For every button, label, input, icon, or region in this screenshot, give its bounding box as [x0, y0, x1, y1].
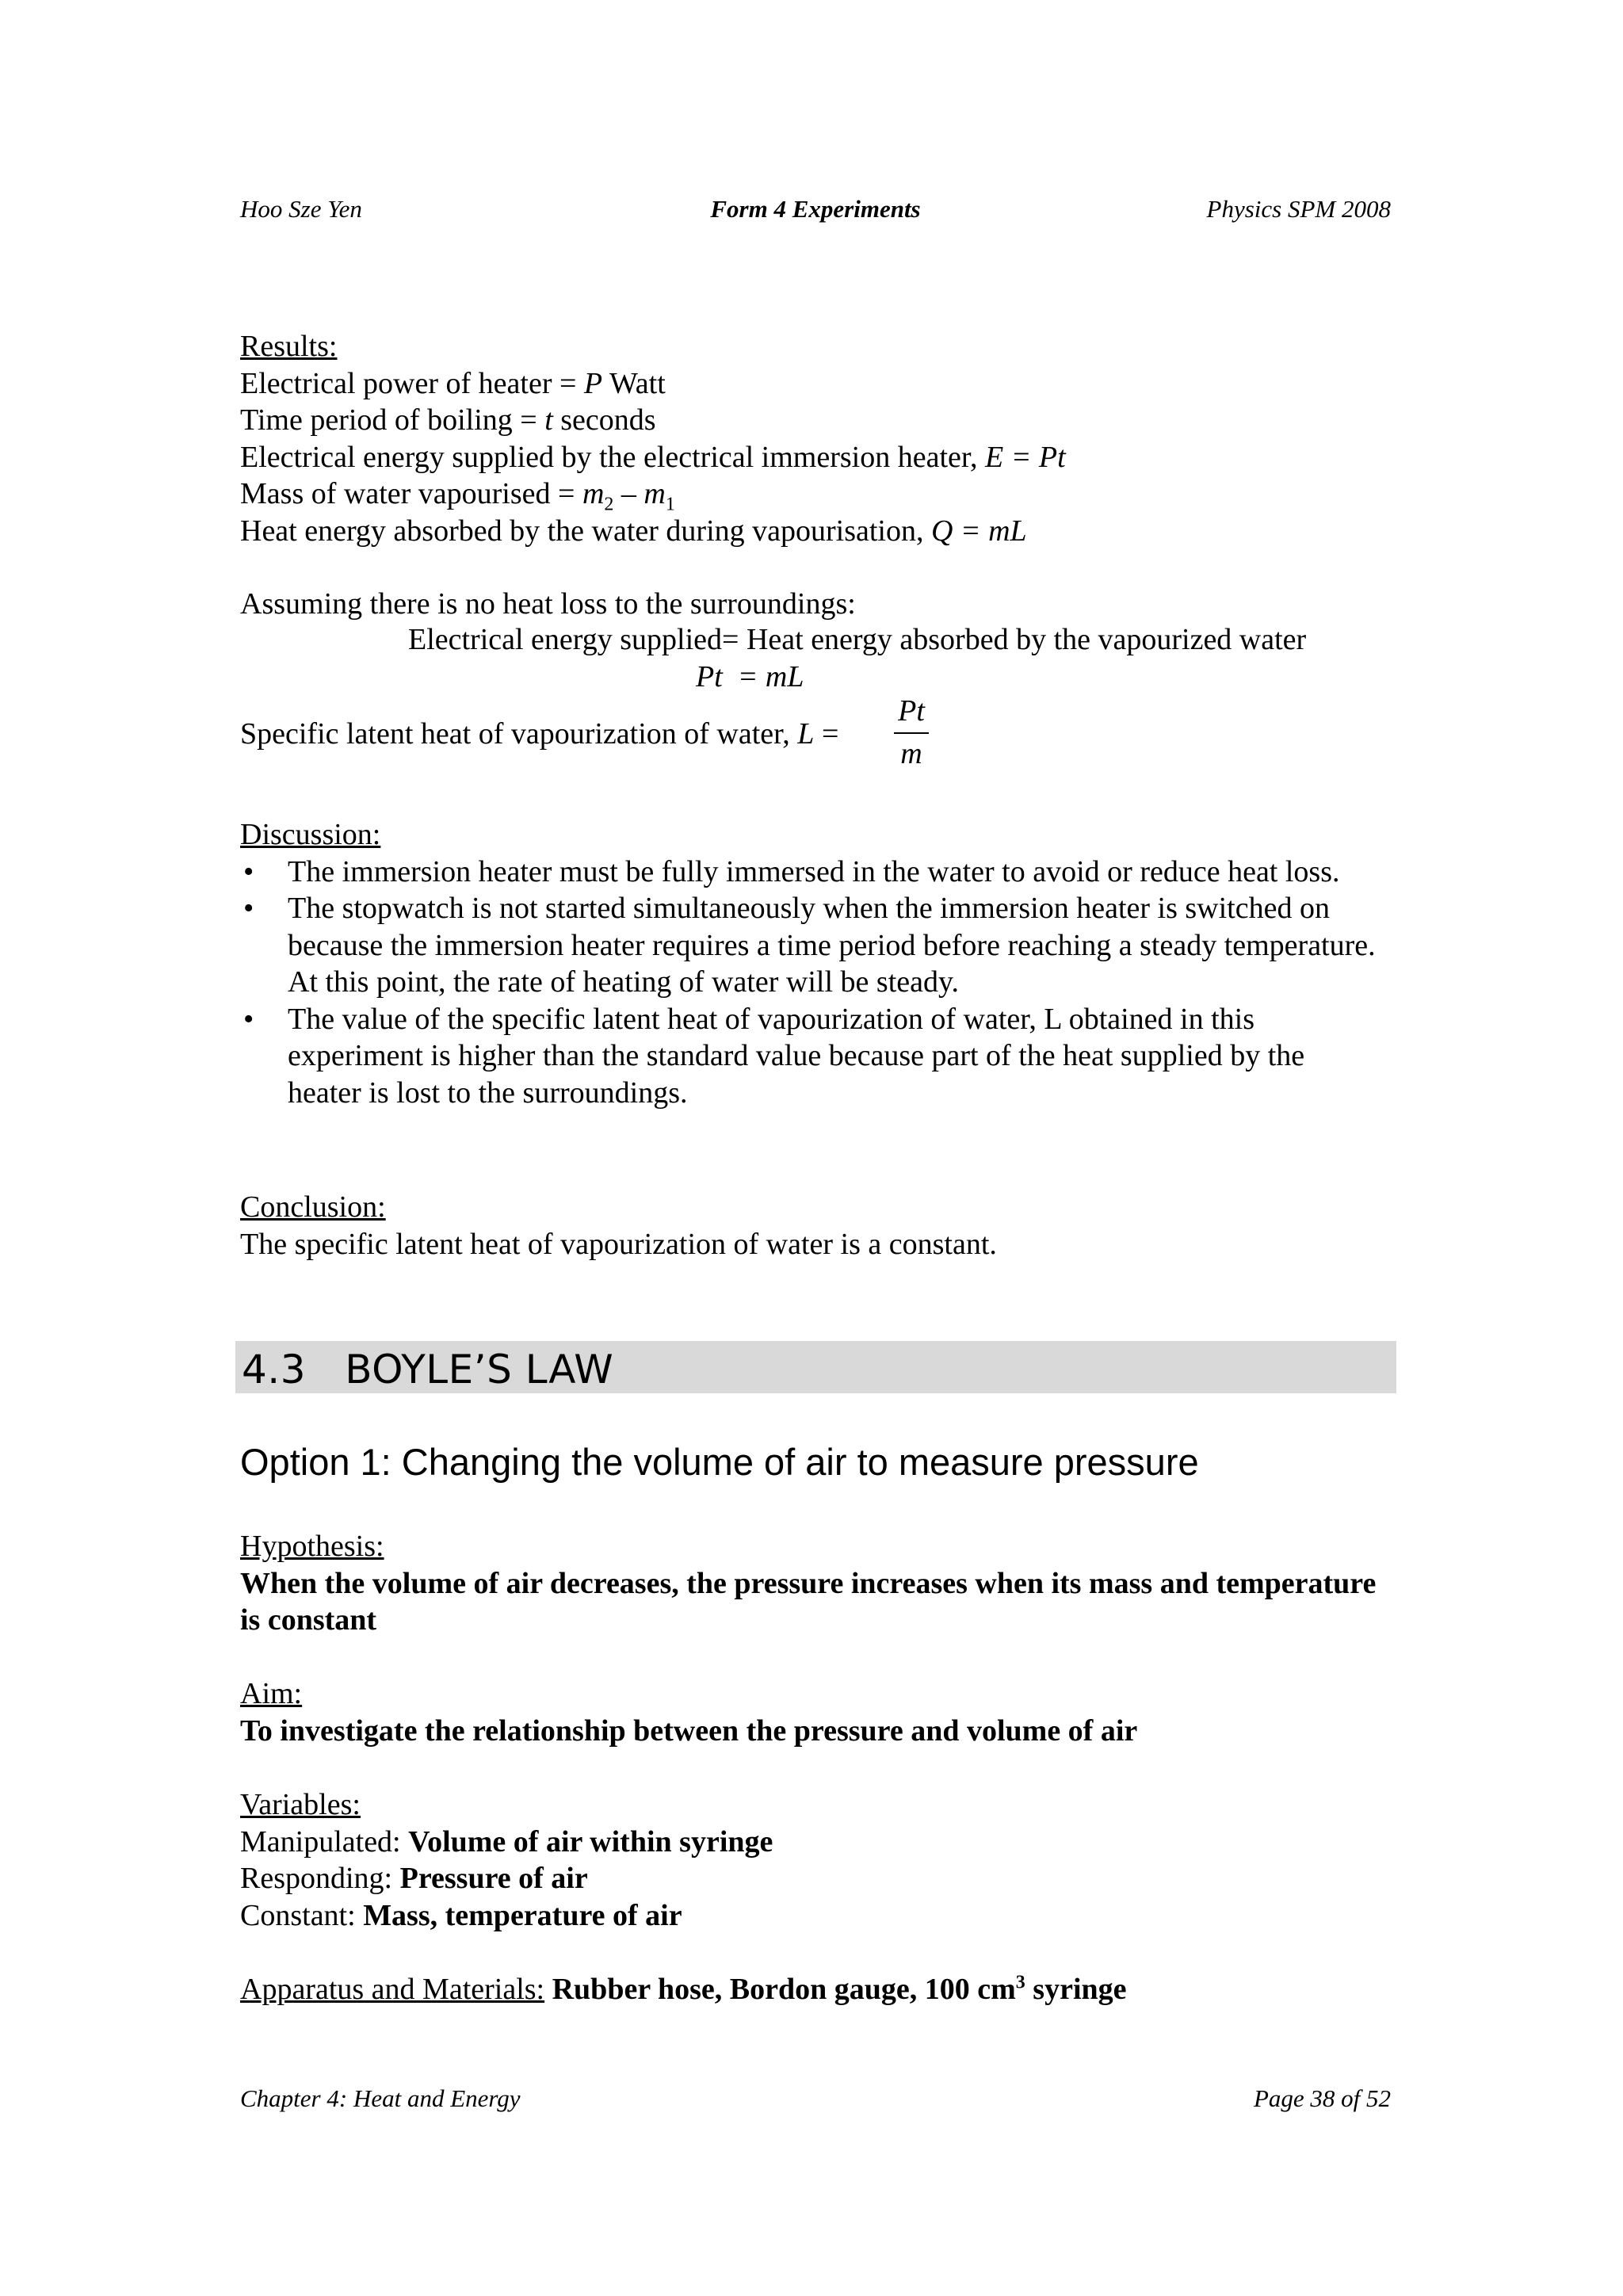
discussion-section [240, 816, 1381, 1111]
energy-equation: Pt = mL [696, 660, 804, 693]
variables-heading: Variables: [240, 1788, 361, 1821]
aim-section [240, 1675, 1397, 1749]
variable-constant: Constant: Mass, temperature of air [240, 1898, 682, 1932]
option-heading: Option 1: Changing the volume of air to measure pressure [240, 1441, 1199, 1483]
fraction-denominator: m [900, 737, 922, 770]
variable-manipulated: Manipulated: Volume of air within syringe [240, 1824, 773, 1859]
results-line-power: Electrical power of heater = P Watt [240, 366, 666, 400]
conclusion-heading: Conclusion: [240, 1190, 386, 1224]
discussion-item: • The immersion heater must be fully immersed in the water to avoid or reduce heat loss. [240, 854, 1381, 891]
results-line-energy: Electrical energy supplied by the electrical immersion heater, E = Pt [240, 440, 1066, 474]
footer-page-number: Page 38 of 52 [1253, 2084, 1391, 2112]
fraction-numerator: Pt [898, 694, 925, 728]
discussion-item: • The stopwatch is not started simultaneously when the immersion heater is switched on because the immersion heater requires a time period before reaching a steady temperature. At this point, the rate of heating of water will be steady. [240, 890, 1381, 1001]
energy-equality: Electrical energy supplied= Heat energy absorbed by the vapourized water [408, 623, 1307, 656]
results-assumption: Assuming there is no heat loss to the surroundings: [240, 587, 856, 621]
footer-chapter: Chapter 4: Heat and Energy [240, 2084, 521, 2112]
conclusion-text: The specific latent heat of vapourization of water is a constant. [240, 1227, 997, 1261]
results-line-heat: Heat energy absorbed by the water during vapourisation, Q = mL [240, 514, 1027, 548]
conclusion-section [240, 1189, 1397, 1263]
latent-heat-formula: Specific latent heat of vapourization of water, L = [240, 717, 839, 751]
results-line-mass: Mass of water vapourised = $m_2 - m_1$ [240, 477, 675, 515]
section-title: 4.3 BOYLE’S LAW [242, 1347, 614, 1392]
apparatus-text: Rubber hose, Bordon gauge, 100 $cm^3$ syringe [544, 1972, 1127, 2006]
aim-heading: Aim: [240, 1677, 303, 1710]
apparatus-heading: Apparatus and Materials: [240, 1973, 545, 2006]
aim-text: To investigate the relationship between the pressure and volume of air [240, 1713, 1138, 1748]
header-author: Hoo Sze Yen [240, 195, 362, 223]
section-heading-bar [235, 1341, 1396, 1393]
variables-section [240, 1786, 1397, 1934]
header-subject: Physics SPM 2008 [1206, 195, 1391, 223]
discussion-item: • The value of the specific latent heat of vapourization of water, L obtained in this experiment is higher than the standard value because part of the heat supplied by the heater is lost to the surroundings. [240, 1001, 1381, 1112]
header-title: Form 4 Experiments [710, 195, 921, 223]
apparatus-section [240, 1971, 1397, 2008]
discussion-list [240, 854, 1381, 1112]
discussion-heading: Discussion: [240, 818, 381, 851]
latent-heat-fraction [894, 693, 929, 772]
results-line-time: Time period of boiling = t seconds [240, 403, 656, 437]
results-heading: Results: [240, 330, 338, 363]
fraction-bar [894, 732, 929, 734]
hypothesis-text: When the volume of air decreases, the pressure increases when its mass and temperature is constant [240, 1566, 1377, 1637]
hypothesis-heading: Hypothesis: [240, 1530, 384, 1563]
results-section [240, 328, 1397, 623]
variable-responding: Responding: Pressure of air [240, 1862, 588, 1895]
hypothesis-section [240, 1528, 1381, 1639]
